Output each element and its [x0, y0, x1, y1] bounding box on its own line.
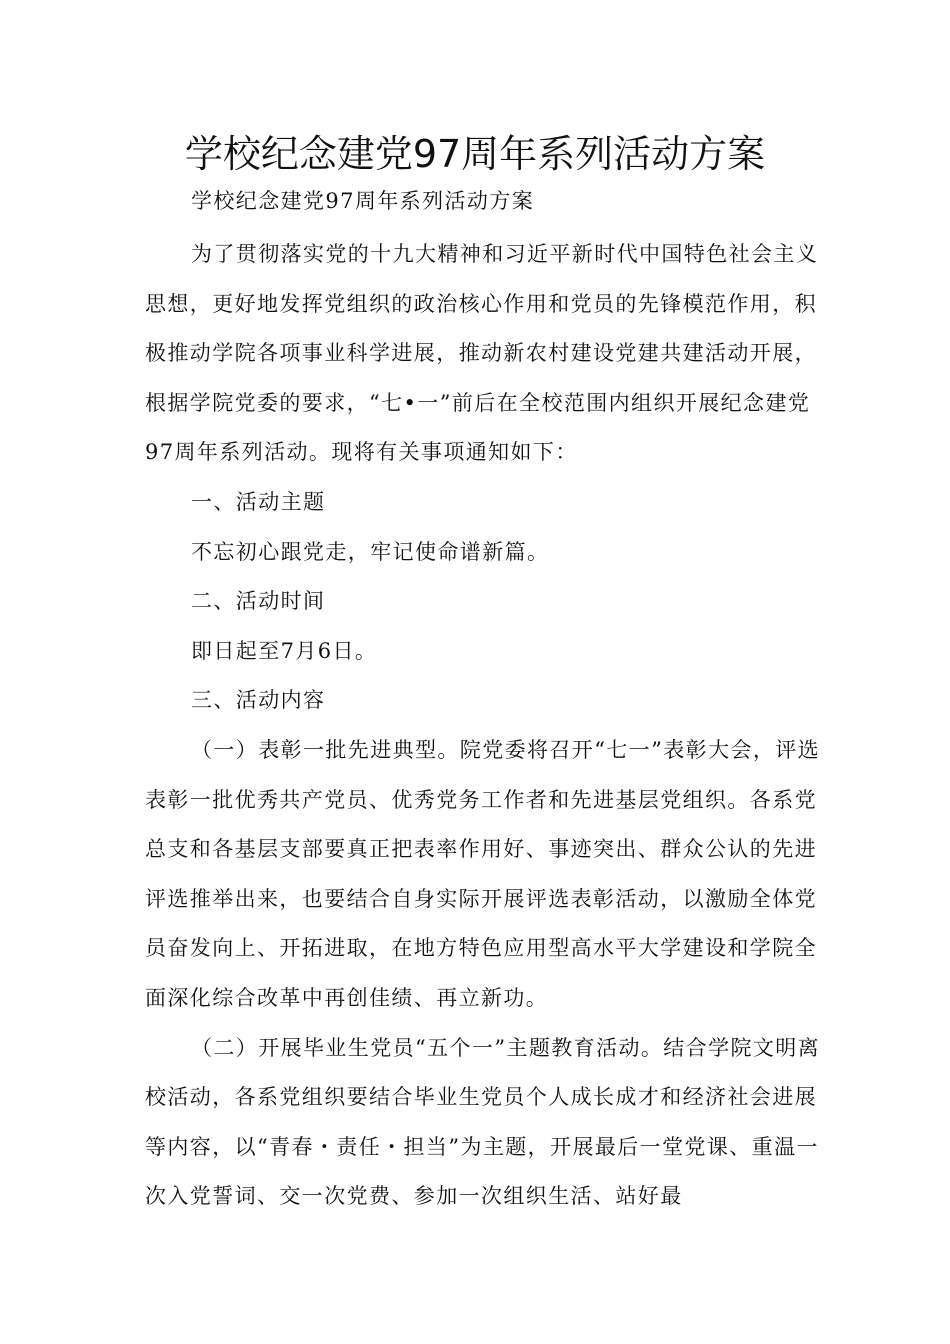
paragraph-time: 即日起至7月6日。 — [191, 638, 378, 663]
document-body — [145, 181, 825, 1222]
paragraph-intro: 为了贯彻落实党的十九大精神和习近平新时代中国特色社会主义思想，更好地发挥党组织的政治核心作用和党员的先锋模范作用，积极推动学院各项事业科学进展，推动新农村建设党建共建活动开展，根据学院党委的要求，“七•一”前后在全校范围内组织开展纪念建党97周年系列活动。现将有关事项通知如下： — [145, 242, 819, 465]
paragraph-content-1: （一）表彰一批先进典型。院党委将召开“七一”表彰大会，评选表彰一批优秀共产党员、优秀党务工作者和先进基层党组织。各系党总支和各基层支部要真正把表率作用好、事迹突出、群众公认的先进评选推举出来，也要结合自身实际开展评选表彰活动，以激励全体党员奋发向上、开拓进取，在地方特色应用型高水平大学建设和学院全面深化综合改革中再创佳绩、再立新功。 — [145, 737, 821, 1010]
section-heading-time: 二、活动时间 — [191, 589, 326, 614]
paragraph-content-2: （二）开展毕业生党员“五个一”主题教育活动。结合学院文明离校活动，各系党组织要结合毕业生党员个人成长成才和经济社会进展等内容，以“青春・责任・担当”为主题，开展最后一堂党课、重温一次入党誓词、交一次党费、参加一次组织生活、站好最 — [145, 1035, 821, 1209]
section-heading-theme: 一、活动主题 — [191, 489, 326, 514]
document-title: 学校纪念建党97周年系列活动方案 — [184, 132, 766, 176]
section-heading-content: 三、活动内容 — [191, 688, 326, 713]
paragraph-theme: 不忘初心跟党走，牢记使命谱新篇。 — [191, 539, 550, 564]
document-subtitle: 学校纪念建党97周年系列活动方案 — [191, 189, 535, 213]
